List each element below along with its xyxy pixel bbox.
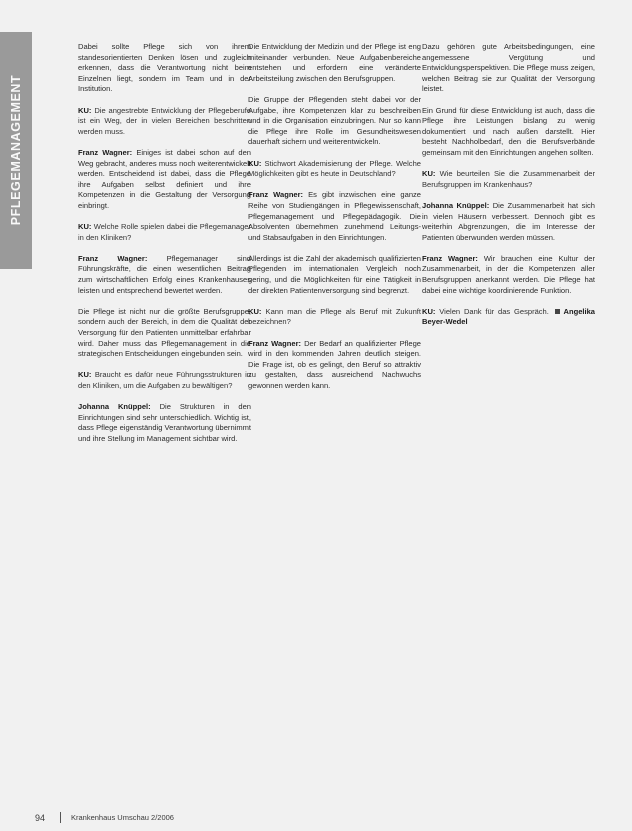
- interview-answer: [248, 190, 421, 243]
- speaker-name: Franz Wagner:: [248, 190, 304, 200]
- speaker-name: Franz Wagner:: [422, 253, 478, 263]
- interview-question: [78, 222, 251, 243]
- interview-question: [78, 106, 251, 138]
- author-name: Angelika Beyer-Wedel: [422, 306, 595, 327]
- paragraph-text: Wir brauchen eine Kultur der Zusammenarbeit, in der die Kompetenzen aller Berufsgruppen anerkannt werden. Die Pflege hat dabei eine wichtige koordinierende Funktion.: [422, 253, 595, 295]
- question-marker: KU:: [78, 370, 92, 380]
- interview-answer: [422, 201, 595, 243]
- paragraph-text: Die angestrebte Entwicklung der Pflegeberufe ist ein Weg, der in vielen Bereichen beschritten werden muss.: [78, 105, 251, 136]
- speaker-name: Johanna Knüppel:: [422, 200, 490, 210]
- speaker-name: Franz Wagner:: [78, 253, 148, 263]
- question-marker: KU:: [248, 158, 262, 168]
- paragraph-text: Es gibt inzwischen eine ganze Reihe von Studiengängen in Pflegewissenschaft, Pflegemanagement und Pflegepädagogik. Die Absolventen übernehmen zunehmend Leitungs- und Stabsaufgaben in den Einrichtungen.: [248, 190, 421, 242]
- body-paragraph: [78, 42, 251, 95]
- paragraph-text: Wie beurteilen Sie die Zusammenarbeit der Berufsgruppen im Krankenhaus?: [422, 169, 595, 189]
- interview-answer: [78, 148, 251, 212]
- section-tab: [0, 32, 32, 269]
- interview-question: [422, 307, 595, 328]
- question-marker: KU:: [422, 169, 436, 179]
- speaker-name: Johanna Knüppel:: [78, 402, 151, 412]
- footer-divider: [60, 812, 61, 823]
- interview-answer: [78, 254, 251, 296]
- page-number: 94: [35, 813, 46, 823]
- paragraph-text: Der Bedarf an qualifizierter Pflege wird in den kommenden Jahren deutlich steigen. Die Frage ist, ob es gelingt, den Beruf so attraktiv zu gestalten, dass ausreichend Nachwuchs gewonnen werden kann.: [248, 338, 421, 390]
- text-column-1: [78, 42, 251, 455]
- paragraph-text: Allerdings ist die Zahl der akademisch qualifizierten Pflegenden im internationalen Vergleich noch gering, und die Möglichkeiten für eine Tätigkeit in der direkten Patientenversorgung sind begrenzt.: [248, 253, 421, 295]
- text-column-2: [248, 42, 421, 402]
- question-marker: KU:: [78, 105, 92, 115]
- interview-answer: [422, 254, 595, 296]
- paragraph-text: Welche Rolle spielen dabei die Pflegemanager in den Kliniken?: [78, 222, 251, 242]
- section-tab-label: PFLEGEMANAGEMENT: [9, 74, 23, 226]
- paragraph-text: Die Strukturen in den Einrichtungen sind sehr unterschiedlich. Wichtig ist, dass Pflege eigenständig Verantwortung übernimmt und ihre Stellung im Management sichtbar wird.: [78, 402, 251, 443]
- paragraph-text: Stichwort Akademisierung der Pflege. Welche Möglichkeiten gibt es heute in Deutschland?: [248, 158, 421, 179]
- speaker-name: Franz Wagner:: [248, 338, 302, 348]
- paragraph-text: Kann man die Pflege als Beruf mit Zukunft bezeichnen?: [248, 306, 421, 327]
- question-marker: KU:: [248, 306, 262, 316]
- body-paragraph: [422, 42, 595, 95]
- body-paragraph: [78, 307, 251, 360]
- interview-question: [422, 169, 595, 190]
- paragraph-text: Pflegemanager sind Führungskräfte, die einen wesentlichen Beitrag zum wirtschaftlichen Erfolg eines Krankenhauses leisten und entsprechend bewertet werden.: [78, 253, 251, 295]
- interview-question: [248, 307, 421, 328]
- text-column-3: [422, 42, 595, 339]
- question-marker: KU:: [78, 222, 92, 232]
- interview-question: [248, 159, 421, 180]
- body-paragraph: [248, 42, 421, 84]
- body-paragraph: [422, 106, 595, 159]
- question-marker: KU:: [422, 306, 436, 316]
- paragraph-text: Die Zusammenarbeit hat sich in vielen Häusern verbessert. Dennoch gibt es weiterhin Abgrenzungen, die im Interesse der Patienten überwunden werden müssen.: [422, 200, 595, 242]
- paragraph-text: Dabei sollte Pflege sich von ihrem standesorientierten Denken lösen und zugleich erkennen, dass die Verantwortung nicht beim Einzelnen liegt, sondern im Team und in der Institution.: [78, 42, 251, 94]
- paragraph-text: Einiges ist dabei schon auf den Weg gebracht, anderes muss noch weiterentwickelt werden. Entscheidend ist dabei, dass die Pflege ihre Aufgaben selbst definiert und ihre Kompetenzen in die Gestaltung der Versorgung einbringt.: [78, 147, 251, 210]
- paragraph-text: Vielen Dank für das Gespräch.: [439, 306, 549, 316]
- end-square-icon: [555, 309, 560, 314]
- body-paragraph: [248, 254, 421, 296]
- paragraph-text: Ein Grund für diese Entwicklung ist auch, dass die Pflege ihre Leistungen bislang zu wenig dokumentiert und nach außen darstellt. Hier besteht Nachholbedarf, den die Berufsverbände gemeinsam mit den Einrichtungen angehen sollten.: [422, 105, 595, 157]
- paragraph-text: Die Entwicklung der Medizin und der Pflege ist eng miteinander verbunden. Neue Aufgabenbereiche entstehen und erfordern eine veränderte Arbeitsteilung zwischen den Berufsgruppen.: [248, 42, 421, 83]
- journal-title: Krankenhaus Umschau 2/2006: [71, 813, 174, 822]
- paragraph-text: Braucht es dafür neue Führungsstrukturen in den Kliniken, um die Aufgaben zu bewältigen?: [78, 370, 251, 390]
- speaker-name: Franz Wagner:: [78, 147, 133, 157]
- interview-question: [78, 370, 251, 391]
- interview-answer: [248, 339, 421, 392]
- body-paragraph: [248, 95, 421, 148]
- paragraph-text: Dazu gehören gute Arbeitsbedingungen, eine angemessene Vergütung und Entwicklungsperspektiven. Die Pflege muss zeigen, welchen Beitrag sie zur Qualität der Versorgung leistet.: [422, 42, 595, 94]
- interview-answer: [78, 402, 251, 444]
- paragraph-text: Die Pflege ist nicht nur die größte Berufsgruppe, sondern auch der Bereich, in dem die Qualität der Versorgung für den Patienten unmittelbar erfahrbar wird. Daher muss das Pflegemanagement in die strategischen Entscheidungen eingebunden sein.: [78, 306, 251, 359]
- paragraph-text: Die Gruppe der Pflegenden steht dabei vor der Aufgabe, ihre Kompetenzen klar zu beschreiben und in die Organisation einzubringen. Nur so kann die Pflege ihre Rolle im Gesundheitswesen dauerhaft sichern und weiterentwickeln.: [248, 94, 421, 147]
